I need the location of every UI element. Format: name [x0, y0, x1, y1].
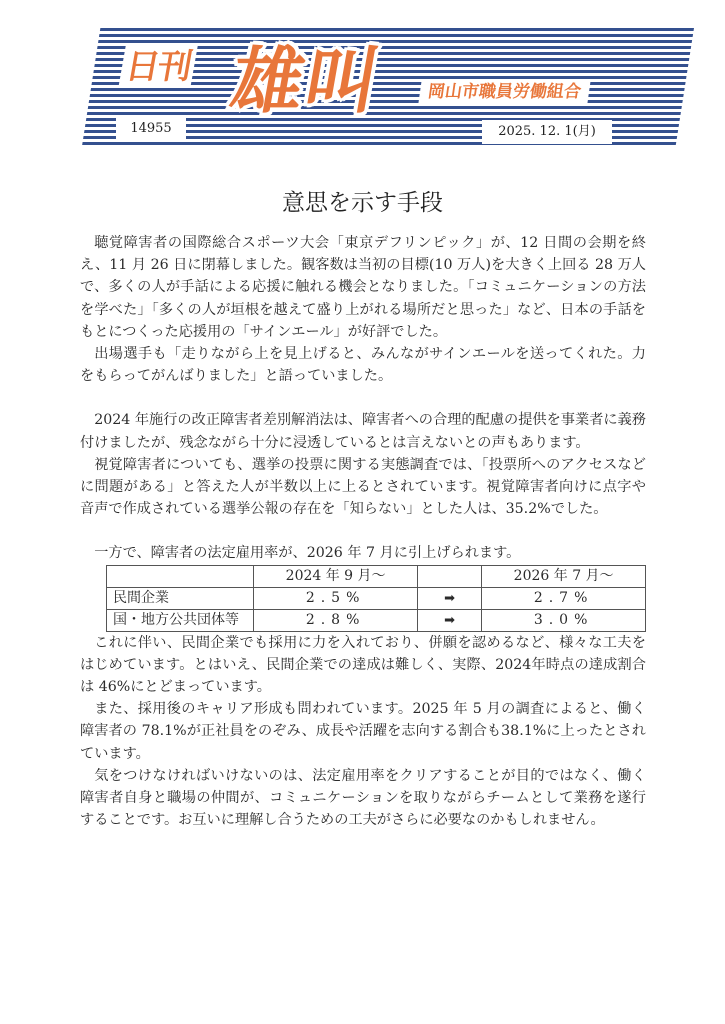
employment-rate-table — [106, 565, 646, 632]
rate-from: 2.5% — [254, 587, 418, 609]
paragraph: 気をつけなければいけないのは、法定雇用率をクリアすることが目的ではなく、働く障害者自身と職場の仲間が、コミュニケーションを取りながらチームとして業務を遂行することです。お互いに理解し合うための工夫がさらに必要なのかもしれません。 — [80, 767, 646, 829]
issue-number: 14955 — [116, 116, 186, 142]
rate-from: 2.8% — [254, 609, 418, 631]
paragraph: これに伴い、民間企業でも採用に力を入れており、併願を認めるなど、様々な工夫をはじめています。とはいえ、民間企業での達成は難しく、実際、2024年時点の達成割合は 46%にとどまっています。 — [80, 634, 646, 696]
header-cell — [417, 565, 481, 587]
row-label: 民間企業 — [107, 587, 254, 609]
paragraph: 2024 年施行の改正障害者差別解消法は、障害者への合理的配慮の提供を事業者に義務付けましたが、残念ながら十分に浸透しているとは言えないとの声もあります。 — [80, 412, 646, 451]
logo-title: 雄叫 — [224, 39, 388, 123]
article-title: 意思を示す手段 — [282, 190, 443, 216]
arrow-right-icon: ➡ — [417, 609, 481, 631]
header-cell — [107, 565, 254, 587]
header-cell: 2026 年 7 月～ — [482, 565, 646, 587]
table-row — [107, 587, 646, 609]
paragraph: 出場選手も「走りながら上を見上げると、みんながサインエールを送ってくれた。力をもらってがんばりました」と語っていました。 — [80, 346, 646, 385]
masthead — [82, 28, 694, 146]
paragraph: 聴覚障害者の国際総合スポーツ大会「東京デフリンピック」が、12 日間の会期を終え、11 月 26 日に閉幕しました。観客数は当初の目標(10 万人)を大きく上回る 28 万人で、多くの人が手話による応援に触れる機会となりました。「コミュニケーションの方法を学べた」「多くの人が垣根を越えて盛り上がれる場所だと思った」など、日本の手話をもとにつくった応援用の「サインエール」が好評でした。 — [80, 235, 646, 340]
issue-date: 2025. 12. 1(月) — [482, 120, 612, 144]
union-name: 岡山市職員労働組合 — [418, 80, 590, 104]
header-cell: 2024 年 9 月～ — [254, 565, 418, 587]
article-body — [80, 232, 646, 831]
arrow-right-icon: ➡ — [417, 587, 481, 609]
paragraph: 視覚障害者についても、選挙の投票に関する実態調査では、「投票所へのアクセスなどに問題がある」と答えた人が半数以上に上るとされています。視覚障害者向けに点字や音声で作成されている選挙公報の存在を「知らない」とした人は、35.2%でした。 — [80, 456, 646, 518]
table-row — [107, 609, 646, 631]
rate-to: 3.0% — [482, 609, 646, 631]
rate-to: 2.7% — [482, 587, 646, 609]
paragraph: また、採用後のキャリア形成も問われています。2025 年 5 月の調査によると、働く障害者の 78.1%が正社員をのぞみ、成長や活躍を志向する割合も38.1%に上ったとされています。 — [80, 701, 646, 762]
table-header-row — [107, 565, 646, 587]
logo-daily: 日刊 — [118, 46, 197, 88]
row-label: 国・地方公共団体等 — [107, 609, 254, 631]
table-intro: 一方で、障害者の法定雇用率が、2026 年 7 月に引上げられます。 — [94, 545, 521, 562]
